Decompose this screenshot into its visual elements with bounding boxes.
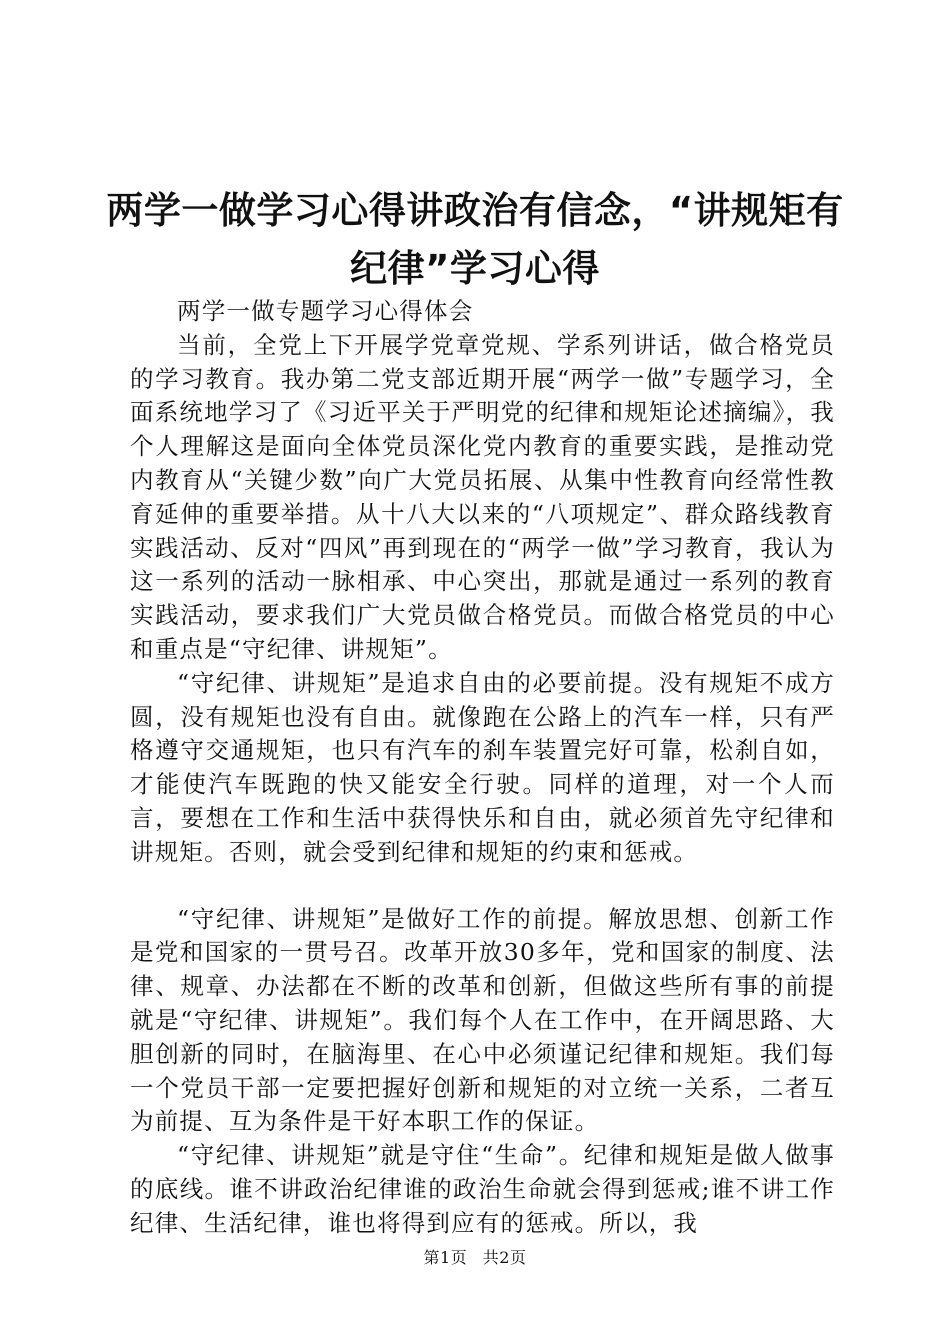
body-paragraph: “守纪律、讲规矩”是追求自由的必要前提。没有规矩不成方圆，没有规矩也没有自由。就像跑在公路上的汽车一样，只有严格遵守交通规矩，也只有汽车的刹车装置完好可靠，松刹自如，才能使汽车既跑的快又能安全行驶。同样的道理，对一个人而言，要想在工作和生活中获得快乐和自由，就必须首先守纪律和讲规矩。否则，就会受到纪律和规矩的约束和惩戒。	[130, 668, 835, 866]
body-paragraph: “守纪律、讲规矩”是做好工作的前提。解放思想、创新工作是党和国家的一贯号召。改革开放30多年，党和国家的制度、法律、规章、办法都在不断的改革和创新，但做这些所有事的前提就是“守纪律、讲规矩”。我们每个人在工作中，在开阔思路、大胆创新的同时，在脑海里、在心中必须谨记纪律和规矩。我们每一个党员干部一定要把握好创新和规矩的对立统一关系，二者互为前提、互为条件是干好本职工作的保证。	[130, 904, 835, 1136]
body-paragraph: “守纪律、讲规矩”就是守住“生命”。纪律和规矩是做人做事的底线。谁不讲政治纪律谁的政治生命就会得到惩戒;谁不讲工作纪律、生活纪律，谁也将得到应有的惩戒。所以，我	[130, 1141, 835, 1237]
page-footer	[0, 1245, 950, 1268]
document-body	[130, 295, 835, 1241]
subtitle-paragraph: 两学一做专题学习心得体会	[177, 297, 474, 325]
page-total: 共2页	[482, 1248, 527, 1267]
body-paragraph: 当前，全党上下开展学党章党规、学系列讲话，做合格党员的学习教育。我办第二党支部近期开展“两学一做”专题学习，全面系统地学习了《习近平关于严明党的纪律和规矩论述摘编》，我个人理解这是面向全体党员深化党内教育的重要实践，是推动党内教育从“关键少数”向广大党员拓展、从集中性教育向经常性教育延伸的重要举措。从十八大以来的“八项规定”、群众路线教育实践活动、反对“四风”再到现在的“两学一做”学习教育，我认为这一系列的活动一脉相承、中心突出，那就是通过一系列的教育实践活动，要求我们广大党员做合格党员。而做合格党员的中心和重点是“守纪律、讲规矩”。	[130, 330, 835, 663]
page-number: 第1页	[423, 1248, 468, 1267]
document-title: 两学一做学习心得讲政治有信念，“讲规矩有纪律”学习心得	[106, 189, 844, 290]
